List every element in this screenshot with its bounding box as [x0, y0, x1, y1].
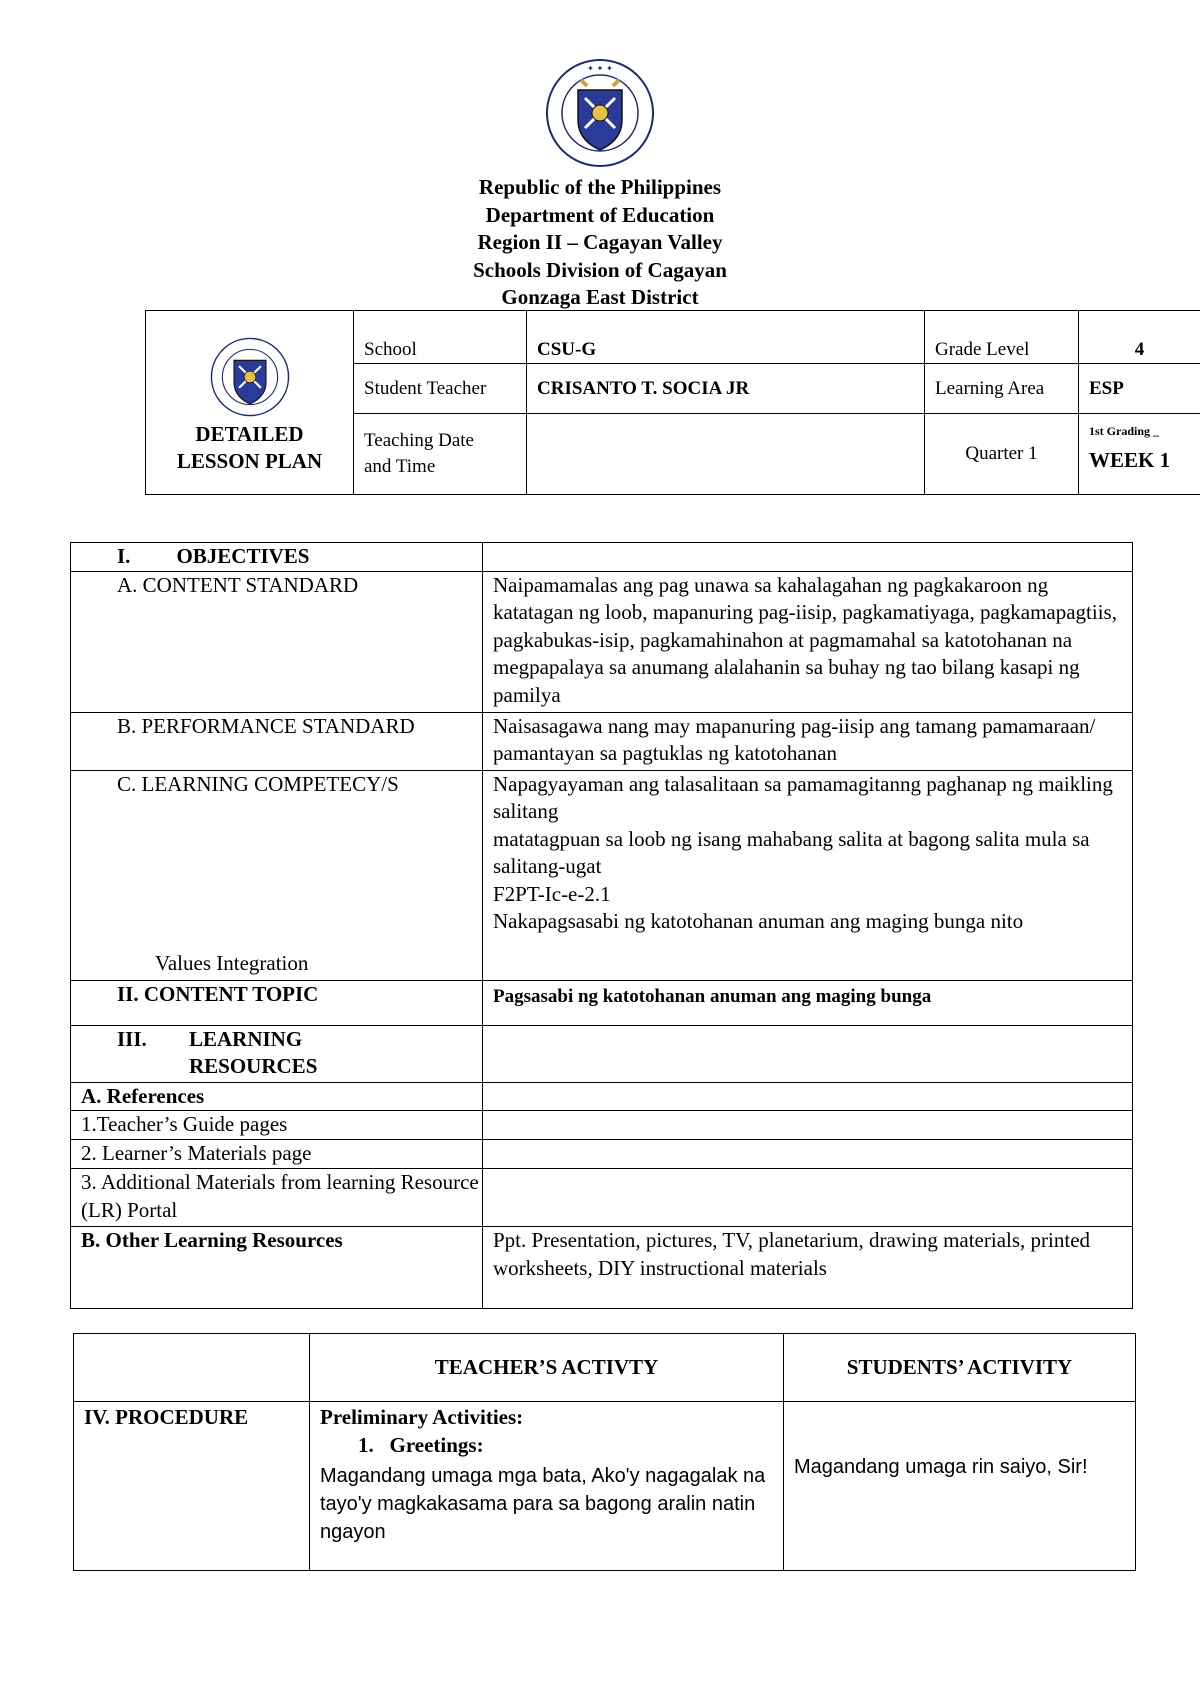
- quarter-label: Quarter 1: [925, 414, 1079, 495]
- content-standard-label: A. CONTENT STANDARD: [71, 571, 483, 712]
- competency-line2: matatagpuan sa loob ng isang mahabang salita at bagong salita mula sa salitang-ugat: [493, 826, 1090, 878]
- content-topic-text: Pagsasabi ng katotohanan anuman ang maging bunga: [483, 980, 1133, 1025]
- learning-resources-line1: LEARNING: [189, 1026, 303, 1051]
- learning-competency-label: C. LEARNING COMPETECY/S: [117, 771, 399, 796]
- learning-area-value: ESP: [1079, 364, 1200, 414]
- performance-standard-label: B. PERFORMANCE STANDARD: [71, 712, 483, 770]
- greetings-label: Greetings:: [389, 1432, 484, 1457]
- performance-standard-text: Naisasagawa nang may mapanuring pag-iisip ang tamang pamamaraan/ pamantayan sa pagtuklas ng katotohanan: [483, 712, 1133, 770]
- teaching-date-label-line2: and Time: [364, 456, 436, 477]
- objectives-heading-text: OBJECTIVES: [176, 544, 310, 568]
- teaching-date-label-line1: Teaching Date: [364, 430, 474, 451]
- objectives-table: [70, 542, 1133, 1309]
- additional-materials-label: 3. Additional Materials from learning Resource (LR) Portal: [71, 1169, 483, 1227]
- teacher-activity-cell: [310, 1402, 784, 1571]
- procedure-table: [73, 1333, 1136, 1571]
- teaching-date-value: [527, 414, 925, 495]
- grading-label: 1st Grading: [1089, 424, 1151, 438]
- week-label: WEEK 1: [1089, 448, 1171, 472]
- learning-competency-text: [483, 770, 1133, 980]
- teachers-guide-label: 1.Teacher’s Guide pages: [71, 1111, 483, 1140]
- teaching-date-label: [354, 414, 527, 495]
- header-republic: Republic of the Philippines: [478, 175, 722, 199]
- learning-competency-label-cell: [71, 770, 483, 980]
- teacher-activity-heading: TEACHER’S ACTIVTY: [310, 1334, 784, 1402]
- learning-resources-line2: RESOURCES: [189, 1054, 318, 1078]
- student-teacher-label: Student Teacher: [354, 364, 527, 414]
- student-greeting-text: Magandang umaga rin saiyo, Sir!: [784, 1402, 1136, 1571]
- school-label: School: [354, 311, 527, 364]
- learning-resources-num: III.: [117, 1026, 147, 1051]
- references-label: A. References: [71, 1082, 483, 1111]
- learners-materials-label: 2. Learner’s Materials page: [71, 1140, 483, 1169]
- title-lesson-plan: LESSON PLAN: [176, 448, 323, 473]
- grade-level-label: Grade Level: [925, 311, 1079, 364]
- grading-cell: 1st Grading _ WEEK 1: [1079, 414, 1200, 495]
- svg-text:✦ ✦ ✦: ✦ ✦ ✦: [587, 64, 613, 73]
- header-region: Region II – Cagayan Valley: [477, 230, 723, 254]
- lesson-info-table: [145, 310, 1200, 495]
- deped-seal-logo: [545, 58, 655, 168]
- preliminary-activities: Preliminary Activities:: [320, 1405, 524, 1429]
- content-standard-text: Naipamamalas ang pag unawa sa kahalagahan ng pagkakaroon ng katatagan ng loob, mapanuring pag-iisip, pagkamatiyaga, pagkamapagtiis, pagkabukas-isip, pagkamahinahon at pagmamahal sa katotohanan na megpapalaya sa anumang alalahanin sa buhay ng tao bilang kasapi ng pamilya: [483, 571, 1133, 712]
- competency-code: F2PT-Ic-e-2.1: [493, 881, 611, 906]
- values-integration-label: Values Integration: [155, 951, 309, 975]
- competency-line1: Napagyayaman ang talasalitaan sa pamamagitanng paghanap ng maikling salitang: [493, 771, 1113, 823]
- learning-area-label: Learning Area: [925, 364, 1079, 414]
- header-district: Gonzaga East District: [501, 285, 699, 309]
- greetings-item: [320, 1432, 773, 1460]
- other-resources-label: B. Other Learning Resources: [71, 1227, 483, 1309]
- document-header: [0, 174, 1200, 312]
- content-topic-label: II. CONTENT TOPIC: [71, 980, 483, 1025]
- header-department: Department of Education: [485, 202, 715, 227]
- title-detailed: DETAILED: [195, 421, 304, 446]
- header-division: Schools Division of Cagayan: [473, 257, 727, 282]
- deped-small-seal-logo: [210, 337, 290, 417]
- competency-line3: Nakapagsasabi ng katotohanan anuman ang maging bunga nito: [493, 909, 1024, 933]
- grade-level-value: 4: [1079, 311, 1200, 364]
- greetings-num: 1.: [358, 1432, 374, 1457]
- objectives-heading: [71, 543, 483, 572]
- other-resources-text: Ppt. Presentation, pictures, TV, planetarium, drawing materials, printed worksheets, DIY instructional materials: [483, 1227, 1133, 1309]
- procedure-label: IV. PROCEDURE: [74, 1402, 310, 1571]
- lesson-plan-title-cell: [146, 311, 354, 495]
- objectives-heading-num: I.: [117, 544, 131, 568]
- learning-resources-heading: [71, 1025, 483, 1082]
- school-value: CSU-G: [527, 311, 925, 364]
- teacher-greeting-text: Magandang umaga mga bata, Ako'y nagagalak na tayo'y magkakasama para sa bagong aralin natin ngayon: [320, 1465, 766, 1543]
- student-teacher-value: CRISANTO T. SOCIA JR: [527, 364, 925, 414]
- student-activity-heading: STUDENTS’ ACTIVITY: [784, 1334, 1136, 1402]
